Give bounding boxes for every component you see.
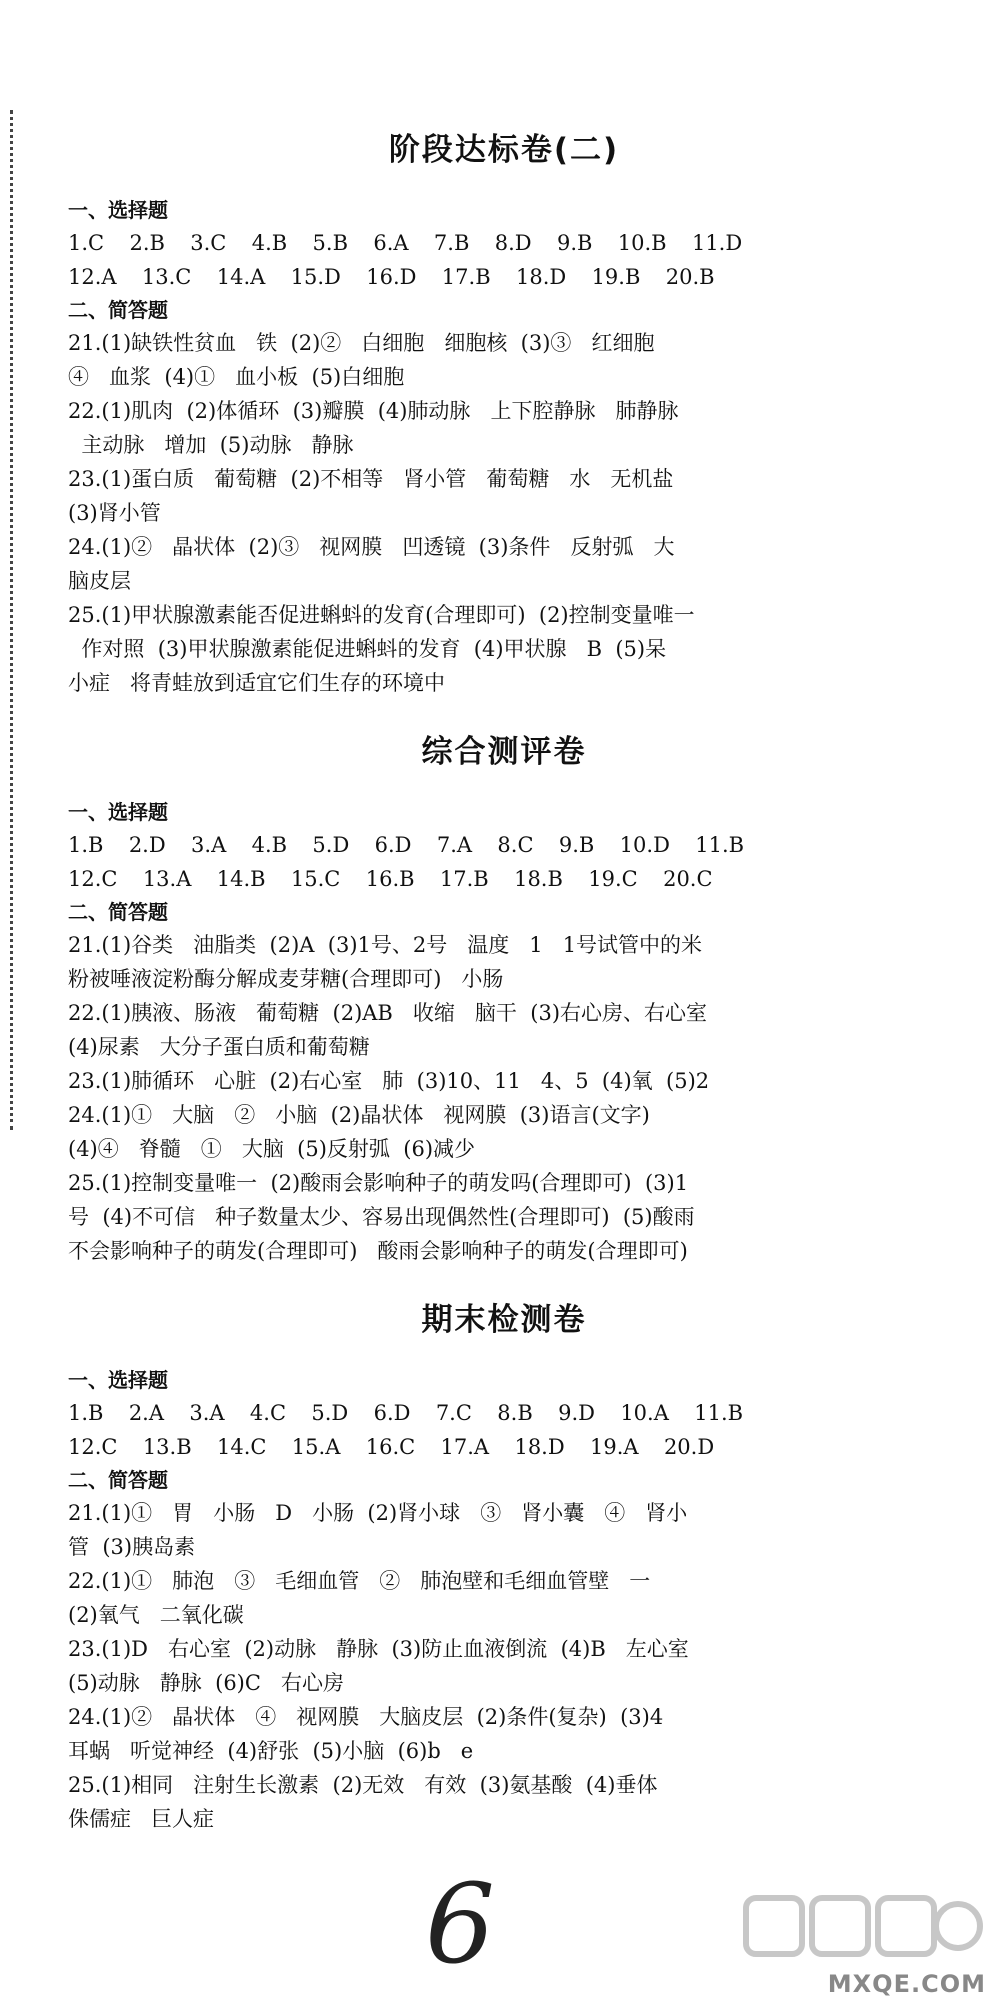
short-answer-line: 22.(1)肌肉 (2)体循环 (3)瓣膜 (4)肺动脉 上下腔静脉 肺静脉 — [68, 399, 679, 423]
short-answer-line: ④ 血浆 (4)① 血小板 (5)白细胞 — [68, 365, 405, 389]
section-title: 期末检测卷 — [421, 1302, 587, 1338]
section-title: 阶段达标卷(二) — [388, 132, 620, 168]
multiple-choice-answer-line: 1.C 2.B 3.C 4.B 5.B 6.A 7.B 8.D 9.B 10.B 11.D — [68, 231, 743, 255]
short-answer-line: (4)尿素 大分子蛋白质和葡萄糖 — [68, 1035, 370, 1059]
short-answer-line: 粉被唾液淀粉酶分解成麦芽糖(合理即可) 小肠 — [68, 967, 504, 991]
short-answer-line: 24.(1)② 晶状体 (2)③ 视网膜 凹透镜 (3)条件 反射弧 大 — [68, 535, 675, 559]
short-answer-line: 侏儒症 巨人症 — [68, 1807, 215, 1831]
short-answer-line: 25.(1)相同 注射生长激素 (2)无效 有效 (3)氨基酸 (4)垂体 — [68, 1773, 658, 1797]
short-answer-line: 管 (3)胰岛素 — [68, 1535, 196, 1559]
multiple-choice-answer-line: 12.C 13.B 14.C 15.A 16.C 17.A 18.D 19.A 20.D — [68, 1435, 715, 1459]
short-answer-line: 作对照 (3)甲状腺激素能促进蝌蚪的发育 (4)甲状腺 B (5)呆 — [68, 637, 667, 661]
short-answer-line: 21.(1)① 胃 小肠 D 小肠 (2)肾小球 ③ 肾小囊 ④ 肾小 — [68, 1501, 688, 1525]
short-answer-heading: 二、简答题 — [68, 900, 168, 924]
answer-section — [68, 1298, 940, 1836]
short-answer-line: 22.(1)胰液、肠液 葡萄糖 (2)AB 收缩 脑干 (3)右心房、右心室 — [68, 1001, 708, 1025]
short-answer-line: 21.(1)缺铁性贫血 铁 (2)② 白细胞 细胞核 (3)③ 红细胞 — [68, 331, 655, 355]
short-answer-line: 小症 将青蛙放到适宜它们生存的环境中 — [68, 671, 446, 695]
short-answer-line: 脑皮层 — [68, 569, 131, 593]
short-answer-line: 25.(1)甲状腺激素能否促进蝌蚪的发育(合理即可) (2)控制变量唯一 — [68, 603, 695, 627]
multiple-choice-heading: 一、选择题 — [68, 198, 168, 222]
short-answer-heading: 二、简答题 — [68, 1468, 168, 1492]
multiple-choice-answer-line: 1.B 2.A 3.A 4.C 5.D 6.D 7.C 8.B 9.D 10.A 11.B — [68, 1401, 744, 1425]
watermark-text: MXQE.COM — [827, 1970, 986, 1998]
short-answer-line: 不会影响种子的萌发(合理即可) 酸雨会影响种子的萌发(合理即可) — [68, 1239, 688, 1263]
short-answer-line: (5)动脉 静脉 (6)C 右心房 — [68, 1671, 344, 1695]
short-answer-line: 耳蜗 听觉神经 (4)舒张 (5)小脑 (6)b e — [68, 1739, 474, 1763]
section-title: 综合测评卷 — [421, 734, 587, 770]
short-answer-line: 21.(1)谷类 油脂类 (2)A (3)1号、2号 温度 1 1号试管中的米 — [68, 933, 703, 957]
short-answer-line: (2)氧气 二氧化碳 — [68, 1603, 244, 1627]
multiple-choice-answer-line: 12.C 13.A 14.B 15.C 16.B 17.B 18.B 19.C 20.C — [68, 867, 713, 891]
short-answer-heading: 二、简答题 — [68, 298, 168, 322]
multiple-choice-answer-line: 1.B 2.D 3.A 4.B 5.D 6.D 7.A 8.C 9.B 10.D 11.B — [68, 833, 745, 857]
short-answer-line: 22.(1)① 肺泡 ③ 毛细血管 ② 肺泡壁和毛细血管壁 一 — [68, 1569, 651, 1593]
short-answer-line: 24.(1)② 晶状体 ④ 视网膜 大脑皮层 (2)条件(复杂) (3)4 — [68, 1705, 664, 1729]
short-answer-line: 主动脉 增加 (5)动脉 静脉 — [68, 433, 354, 457]
short-answer-line: 23.(1)D 右心室 (2)动脉 静脉 (3)防止血液倒流 (4)B 左心室 — [68, 1637, 689, 1661]
answer-section — [68, 128, 940, 700]
answer-page — [68, 128, 940, 1866]
answer-section — [68, 730, 940, 1268]
short-answer-line: 24.(1)① 大脑 ② 小脑 (2)晶状体 视网膜 (3)语言(文字) — [68, 1103, 650, 1127]
short-answer-line: 25.(1)控制变量唯一 (2)酸雨会影响种子的萌发吗(合理即可) (3)1 — [68, 1171, 689, 1195]
multiple-choice-heading: 一、选择题 — [68, 1368, 168, 1392]
short-answer-line: (3)肾小管 — [68, 501, 161, 525]
short-answer-line: 23.(1)蛋白质 葡萄糖 (2)不相等 肾小管 葡萄糖 水 无机盐 — [68, 467, 674, 491]
multiple-choice-answer-line: 12.A 13.C 14.A 15.D 16.D 17.B 18.D 19.B 20.B — [68, 265, 715, 289]
short-answer-line: 23.(1)肺循环 心脏 (2)右心室 肺 (3)10、11 4、5 (4)氧 (5)2 — [68, 1069, 710, 1093]
short-answer-line: 号 (4)不可信 种子数量太少、容易出现偶然性(合理即可) (5)酸雨 — [68, 1205, 695, 1229]
binding-margin-dotted-line — [10, 110, 13, 1130]
short-answer-line: (4)④ 脊髓 ① 大脑 (5)反射弧 (6)减少 — [68, 1137, 476, 1161]
multiple-choice-heading: 一、选择题 — [68, 800, 168, 824]
page-number: 6 — [425, 1860, 495, 1988]
